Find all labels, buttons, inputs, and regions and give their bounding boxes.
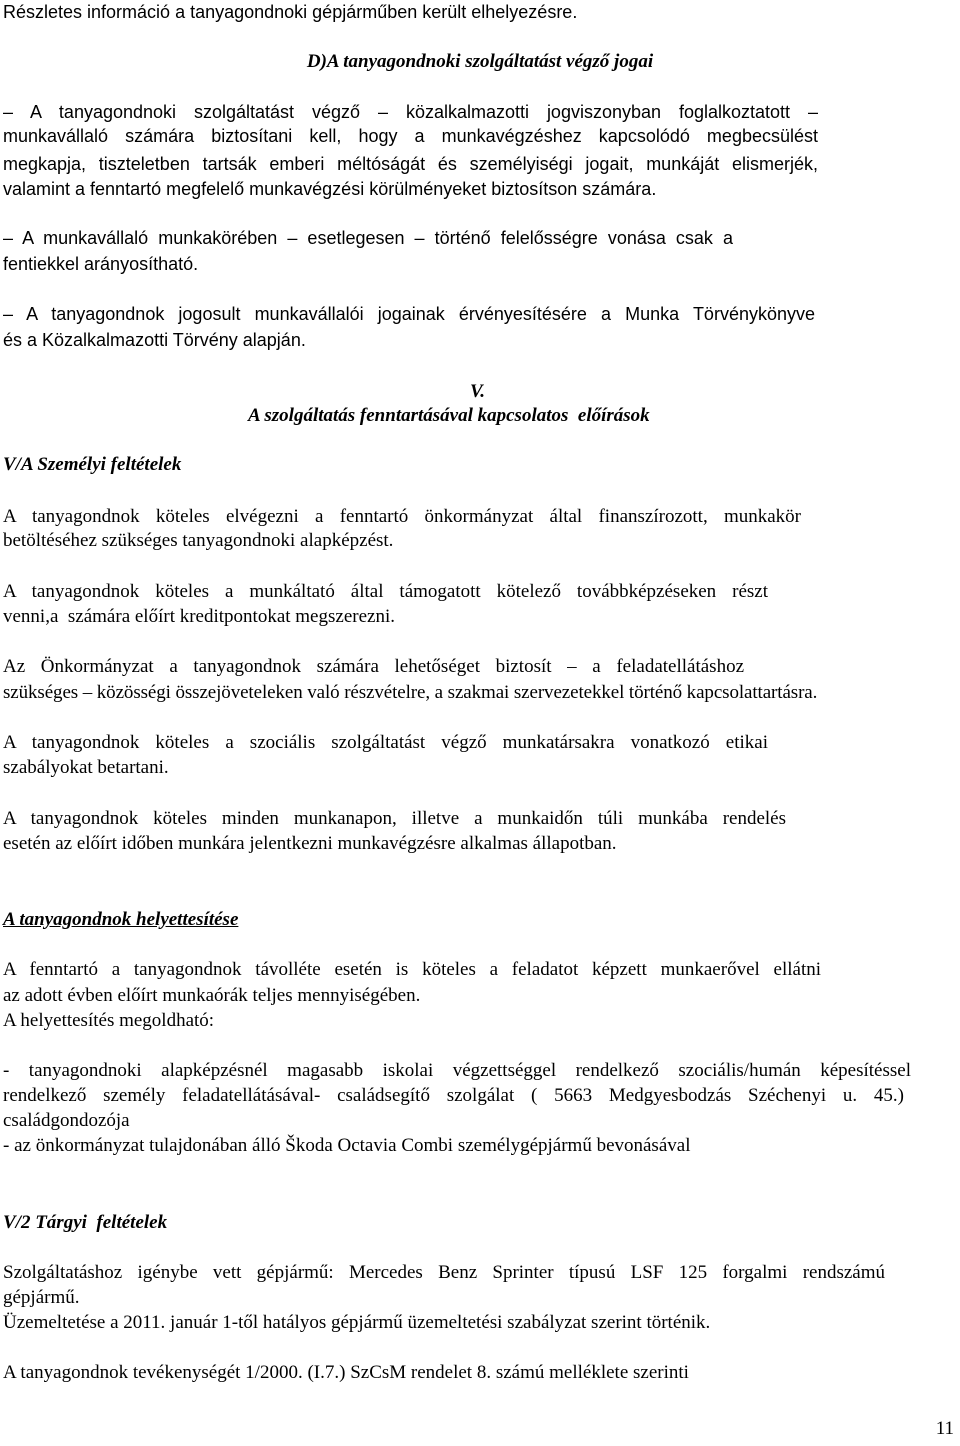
section-va-p5-line2: esetén az előírt időben munkára jelentkezni munkavégzésre alkalmas állapotban. bbox=[3, 833, 617, 854]
section-d-p1-line2: munkavállaló számára biztosítani kell, hogy a munkavégzéshez kapcsolódó megbecsülést bbox=[3, 126, 818, 146]
section-va-p4-line1: A tanyagondnok köteles a szociális szolgáltatást végző munkatársakra vonatkozó etikai bbox=[3, 732, 768, 753]
section-va-p1-line2: betöltéséhez szükséges tanyagondnoki alapképzést. bbox=[3, 530, 394, 551]
section-d-p3-line2: és a Közalkalmazotti Törvény alapján. bbox=[3, 330, 306, 350]
section-v-title: A szolgáltatás fenntartásával kapcsolatos előírások bbox=[248, 405, 650, 426]
section-v2-p1-line2: gépjármű. bbox=[3, 1287, 80, 1308]
section-v-number: V. bbox=[470, 381, 485, 402]
section-d-p1-line3: megkapja, tiszteletben tartsák emberi méltóságát és személyiségi jogait, munkáját elismerjék, bbox=[3, 154, 818, 174]
helyettesites-p2-line4: - az önkormányzat tulajdonában álló Škoda Octavia Combi személygépjármű bevonásával bbox=[3, 1135, 691, 1156]
section-d-p1-line1: – A tanyagondnoki szolgáltatást végző – közalkalmazotti jogviszonyban foglalkoztatott – bbox=[3, 102, 818, 122]
section-va-heading: V/A Személyi feltételek bbox=[3, 454, 182, 475]
section-d-heading: D)A tanyagondnoki szolgáltatást végző jogai bbox=[306, 51, 654, 72]
section-va-p1-line1: A tanyagondnok köteles elvégezni a fenntartó önkormányzat által finanszírozott, munkakör bbox=[3, 506, 801, 527]
section-va-p4-line2: szabályokat betartani. bbox=[3, 757, 169, 778]
section-d-p3-line1: – A tanyagondnok jogosult munkavállalói jogainak érvényesítésére a Munka Törvénykönyve bbox=[3, 304, 815, 324]
section-v2-p1-line1: Szolgáltatáshoz igénybe vett gépjármű: Mercedes Benz Sprinter típusú LSF 125 forgalmi rendszámú bbox=[3, 1262, 885, 1283]
section-d-p2-line2: fentiekkel arányosítható. bbox=[3, 254, 199, 274]
page-number: 11 bbox=[935, 1418, 954, 1439]
section-d-p1-line4: valamint a fenntartó megfelelő munkavégzési körülményeket biztosítson számára. bbox=[3, 179, 657, 199]
section-v2-p2: A tanyagondnok tevékenységét 1/2000. (I.7.) SzCsM rendelet 8. számú melléklete szerinti bbox=[3, 1362, 689, 1383]
helyettesites-p2-line1: - tanyagondnoki alapképzésnél magasabb iskolai végzettséggel rendelkező szociális/humán képesítéssel bbox=[3, 1060, 911, 1081]
helyettesites-p1-line1: A fenntartó a tanyagondnok távolléte esetén is köteles a feladatot képzett munkaerővel ellátni bbox=[3, 959, 821, 980]
section-v2-heading: V/2 Tárgyi feltételek bbox=[3, 1212, 168, 1233]
section-va-p5-line1: A tanyagondnok köteles minden munkanapon, illetve a munkaidőn túli munkába rendelés bbox=[3, 808, 786, 829]
helyettesites-p2-line2: rendelkező személy feladatellátásával- családsegítő szolgálat ( 5663 Medgyesbodzás Széchenyi u. 45.) bbox=[3, 1085, 904, 1106]
section-d-p2-line1: – A munkavállaló munkakörében – esetlegesen – történő felelősségre vonása csak a bbox=[3, 228, 733, 248]
section-va-p2-line2: venni,a számára előírt kreditpontokat megszerezni. bbox=[3, 606, 395, 627]
section-va-p3-line2: szükséges – közösségi összejöveteleken való részvételre, a szakmai szervezetekkel történő kapcsolattartásra. bbox=[3, 682, 818, 703]
intro-text: Részletes információ a tanyagondnoki gépjárműben került elhelyezésre. bbox=[3, 2, 578, 22]
section-va-p3-line1: Az Önkormányzat a tanyagondnok számára lehetőséget biztosít – a feladatellátáshoz bbox=[3, 656, 744, 677]
helyettesites-p1-line2: az adott évben előírt munkaórák teljes mennyiségében. bbox=[3, 985, 421, 1006]
section-va-p2-line1: A tanyagondnok köteles a munkáltató által támogatott kötelező továbbképzéseken részt bbox=[3, 581, 768, 602]
helyettesites-p2-line3: családgondozója bbox=[3, 1110, 130, 1131]
section-v2-p1-line3: Üzemeltetése a 2011. január 1-től hatályos gépjármű üzemeltetési szabályzat szerint történik. bbox=[3, 1312, 711, 1333]
helyettesites-p1-line3: A helyettesítés megoldható: bbox=[3, 1010, 215, 1031]
helyettesites-heading: A tanyagondnok helyettesítése bbox=[3, 909, 239, 930]
